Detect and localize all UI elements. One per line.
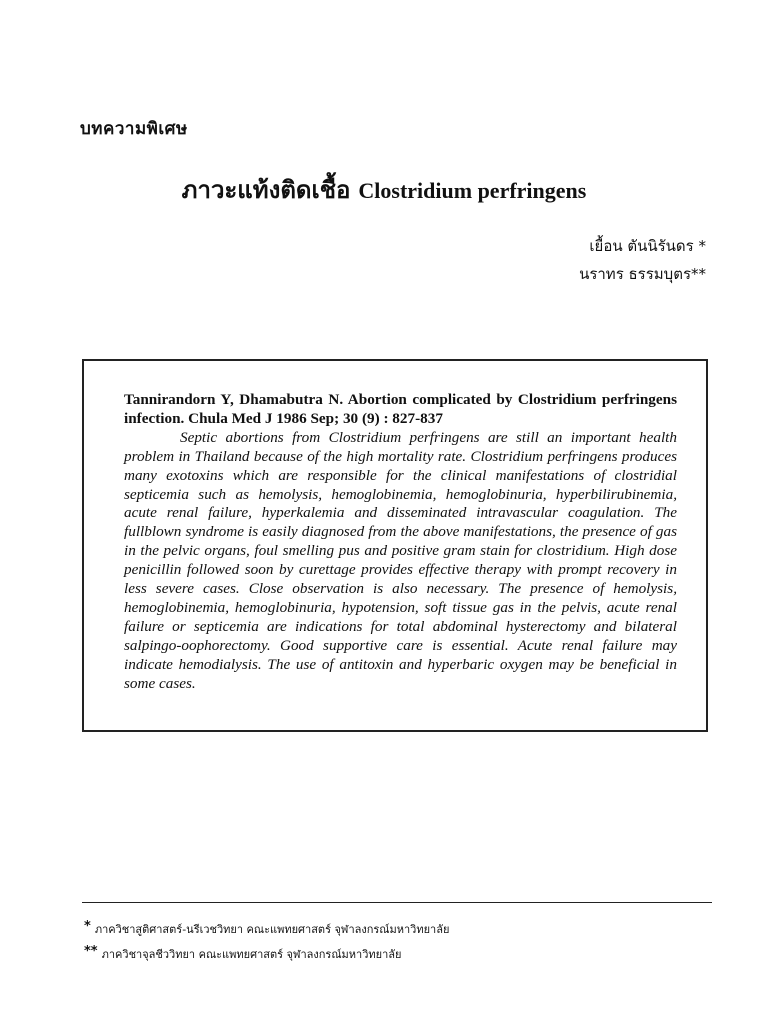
footnotes: [84, 916, 449, 966]
footnote-mark: *: [84, 919, 91, 934]
abstract-text: Septic abortions from Clostridium perfringens are still an important health problem in Thailand because of the high mortality rate. Clostridium perfringens produces many exotoxins which are responsible for the clinical manifestations of clostridial septicemia such as hemolysis, hemoglobinemia, hemoglobinuria, hyperbilirubinemia, acute renal failure, hyperkalemia and disseminated intravascular coagulation. The fullblown syndrome is easily diagnosed from the above manifestations, the presence of gas in the pelvic organs, foul smelling pus and positive gram stain for clostridium. High dose penicillin followed soon by curettage provides effective therapy with prompt recovery in less severe cases. Close observation is also necessary. The presence of hemolysis, hemoglobinemia, hemoglobinuria, hypotension, soft tissue gas in the pelvis, acute renal failure or septicemia are indications for total abdominal hysterectomy and bilateral salpingo-oophorectomy. Good supportive care is essential. Acute renal failure may indicate hemodialysis. The use of antitoxin and hyperbaric oxygen may be beneficial in some cases.: [124, 428, 677, 692]
author-footnote-mark: **: [691, 265, 706, 283]
author-footnote-mark: *: [693, 237, 706, 255]
author-line: [579, 260, 706, 288]
footnote-divider: [82, 902, 712, 903]
author-line: [579, 232, 706, 260]
title-latin: Clostridium perfringens: [358, 178, 587, 203]
abstract-citation: Tannirandorn Y, Dhamabutra N. Abortion complicated by Clostridium perfringens infection. Chula Med J 1986 Sep; 30 (9) : 827-837: [124, 391, 677, 427]
abstract-box: [82, 359, 708, 732]
title-thai: ภาวะแท้งติดเชื้อ: [181, 176, 351, 204]
author-name: เยื้อน ตันนิรันดร: [589, 237, 694, 255]
author-name: นราทร ธรรมบุตร: [579, 265, 691, 283]
footnote-mark: **: [84, 944, 98, 959]
footnote-text: ภาควิชาจุลชีววิทยา คณะแพทยศาสตร์ จุฬาลงกรณ์มหาวิทยาลัย: [101, 948, 402, 961]
author-list: [579, 232, 706, 288]
footnote-text: ภาควิชาสูติศาสตร์-นรีเวชวิทยา คณะแพทยศาสตร์ จุฬาลงกรณ์มหาวิทยาลัย: [94, 923, 450, 936]
footnote: [84, 916, 449, 941]
footnote: [84, 941, 449, 966]
abstract-content: [124, 391, 677, 694]
article-title: [0, 170, 768, 209]
section-label: บทความพิเศษ: [80, 119, 188, 139]
